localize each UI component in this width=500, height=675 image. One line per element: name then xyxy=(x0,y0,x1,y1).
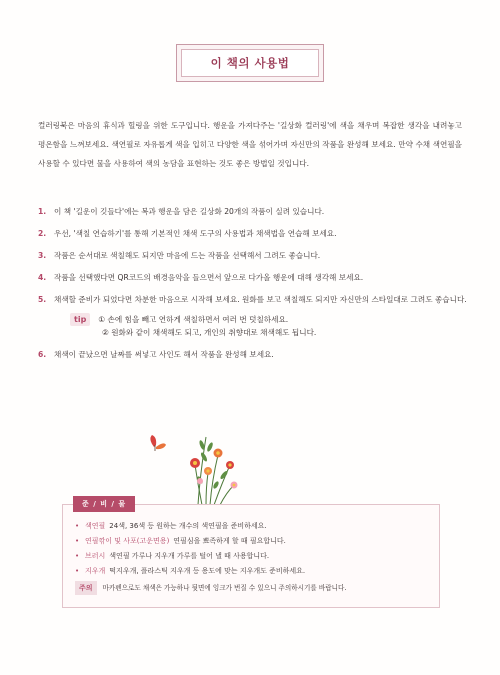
step-number: 2. xyxy=(38,229,47,238)
step-number: 6. xyxy=(38,350,47,359)
supply-item xyxy=(75,519,429,534)
bullet-icon: • xyxy=(75,537,80,545)
step-item xyxy=(38,293,468,306)
supply-name: 브러시 xyxy=(85,552,106,560)
step-number: 1. xyxy=(38,207,47,216)
step-number: 3. xyxy=(38,251,47,260)
tip-row xyxy=(70,313,468,326)
step-item xyxy=(38,205,468,218)
supplies-list xyxy=(75,519,429,595)
supply-item xyxy=(75,564,429,579)
intro-paragraph: 컬러링북은 마음의 휴식과 힐링을 위한 도구입니다. 행운을 가져다주는 '길상화 컬러링'에 색을 채우며 복잡한 생각을 내려놓고 평온함을 느껴보세요. 색연필로 자유롭게 색을 입히고 다양한 색을 섞어가며 자신만의 작품을 완성해 보세요. 만약 수채 색연필을 사용할 수 있다면 물을 사용하여 색의 농담을 표현하는 것도 좋은 방법일 것입니다. xyxy=(38,121,462,168)
tip-line-1: ① 손에 힘을 빼고 연하게 색칠하면서 여러 번 덧칠하세요. xyxy=(98,315,289,324)
title-frame-inner xyxy=(181,49,319,77)
blossoms xyxy=(190,449,238,489)
bullet-icon: • xyxy=(75,552,80,560)
step-number: 4. xyxy=(38,273,47,282)
supply-text: 색연필 가루나 지우개 가루를 털어 낼 때 사용합니다. xyxy=(109,552,270,560)
supplies-box xyxy=(62,500,440,608)
step-text: 채색할 준비가 되었다면 차분한 마음으로 시작해 보세요. 원화를 보고 색칠해도 되지만 자신만의 스타일대로 그려도 좋습니다. xyxy=(54,295,467,304)
step-item xyxy=(38,271,468,284)
tip-line-2: ② 원화와 같이 채색해도 되고, 개인의 취향대로 채색해도 됩니다. xyxy=(102,328,317,337)
supplies-heading: 준 / 비 / 물 xyxy=(73,496,135,512)
step-number: 5. xyxy=(38,295,47,304)
caution-note xyxy=(75,581,429,595)
flower-illustration xyxy=(140,425,250,505)
step-item xyxy=(38,348,468,361)
supply-name: 색연필 xyxy=(85,522,106,530)
caution-badge: 주의 xyxy=(75,581,97,595)
caution-text: 마카펜으로도 채색은 가능하나 뒷면에 잉크가 번질 수 있으니 주의하시기를 바랍니다. xyxy=(102,584,347,592)
step-text: 이 책 '길운이 깃들다'에는 복과 행운을 담은 길상화 20개의 작품이 실려 있습니다. xyxy=(54,207,325,216)
tip-label: tip xyxy=(70,313,90,326)
supply-text: 떡지우개, 플라스틱 지우개 등 용도에 맞는 지우개도 준비하세요. xyxy=(109,567,306,575)
supply-name: 지우개 xyxy=(85,567,106,575)
butterfly-icon xyxy=(150,435,166,451)
page-title: 이 책의 사용법 xyxy=(210,56,290,70)
step-item xyxy=(38,227,468,240)
step-item xyxy=(38,249,468,262)
bullet-icon: • xyxy=(75,567,80,575)
supply-item xyxy=(75,534,429,549)
step-text: 우선, '색칠 연습하기'를 통해 기본적인 채색 도구의 사용법과 채색법을 연습해 보세요. xyxy=(54,229,337,238)
step-text: 작품은 순서대로 색칠해도 되지만 마음에 드는 작품을 선택해서 그려도 좋습니다. xyxy=(54,251,321,260)
supply-item xyxy=(75,549,429,564)
supply-text: 24색, 36색 등 원하는 개수의 색연필을 준비하세요. xyxy=(109,522,267,530)
step-text: 작품을 선택했다면 QR코드의 배경음악을 들으면서 앞으로 다가올 행운에 대해 생각해 보세요. xyxy=(54,273,364,282)
tip-block xyxy=(70,313,468,339)
title-frame xyxy=(176,44,324,82)
supply-name: 연필깎이 및 사포(고운면용) xyxy=(85,537,170,545)
step-text: 채색이 끝났으면 날짜를 써넣고 사인도 해서 작품을 완성해 보세요. xyxy=(54,350,274,359)
bullet-icon: • xyxy=(75,522,80,530)
steps-list xyxy=(38,205,468,370)
supply-text: 연필심을 뾰족하게 할 때 필요합니다. xyxy=(173,537,286,545)
